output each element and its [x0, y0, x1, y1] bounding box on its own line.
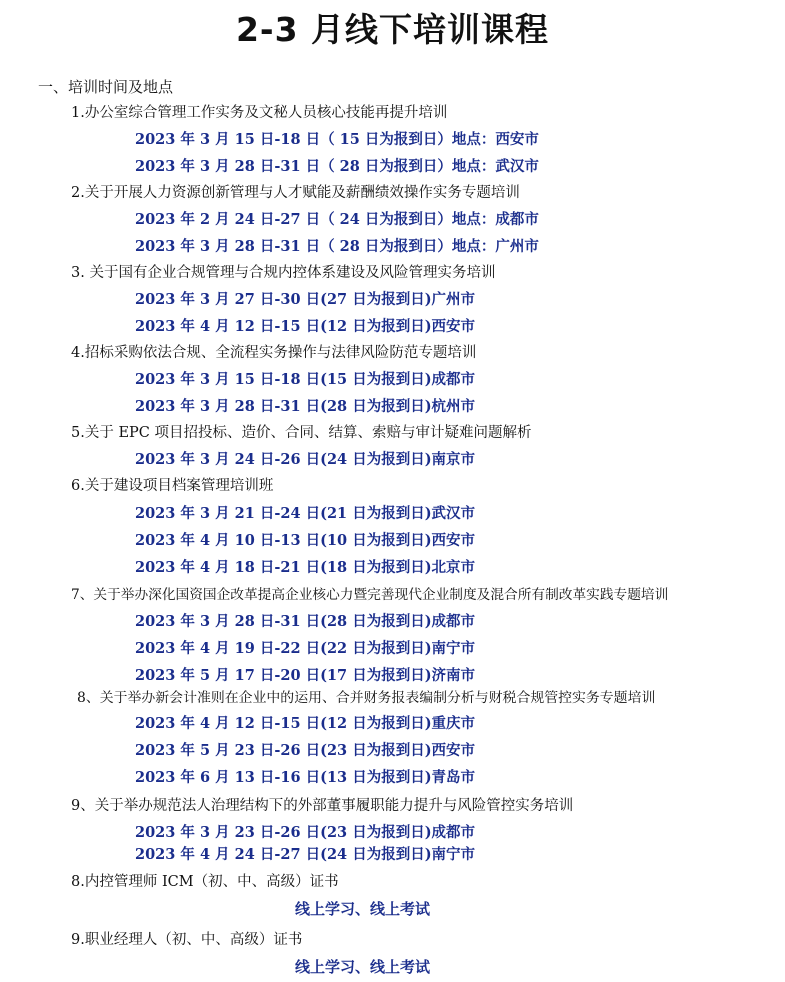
- course-title: 6.关于建设项目档案管理培训班: [71, 478, 274, 494]
- page-title: 2-3 月线下培训课程: [235, 10, 550, 49]
- certificate-mode: 线上学习、线上考试: [295, 958, 431, 976]
- session-line: 2023 年 5 月 23 日-26 日(23 日为报到日)西安市: [135, 742, 476, 759]
- session-line: 2023 年 3 月 15 日-18 日（ 15 日为报到日）地点：西安市: [135, 131, 539, 148]
- session-line: 2023 年 4 月 19 日-22 日(22 日为报到日)南宁市: [135, 640, 476, 657]
- session-line: 2023 年 3 月 21 日-24 日(21 日为报到日)武汉市: [135, 505, 476, 522]
- session-line: 2023 年 5 月 17 日-20 日(17 日为报到日)济南市: [135, 667, 476, 684]
- session-line: 2023 年 3 月 28 日-31 日(28 日为报到日)杭州市: [135, 398, 476, 415]
- session-line: 2023 年 4 月 12 日-15 日(12 日为报到日)西安市: [135, 318, 476, 335]
- certificate-title: 9.职业经理人（初、中、高级）证书: [71, 932, 303, 948]
- course-title: 7、关于举办深化国资国企改革提高企业核心力暨完善现代企业制度及混合所有制改革实践专题培训: [71, 587, 669, 603]
- session-line: 2023 年 3 月 23 日-26 日(23 日为报到日)成都市: [135, 824, 476, 841]
- section-heading: 一、培训时间及地点: [38, 78, 174, 96]
- course-title: 3. 关于国有企业合规管理与合规内控体系建设及风险管理实务培训: [71, 265, 496, 281]
- session-line: 2023 年 3 月 28 日-31 日（ 28 日为报到日）地点：广州市: [135, 238, 539, 255]
- course-title: 5.关于 EPC 项目招投标、造价、合同、结算、索赔与审计疑难问题解析: [71, 425, 532, 441]
- certificate-mode: 线上学习、线上考试: [295, 900, 431, 918]
- course-title: 2.关于开展人力资源创新管理与人才赋能及薪酬绩效操作实务专题培训: [71, 185, 520, 201]
- session-line: 2023 年 2 月 24 日-27 日（ 24 日为报到日）地点：成都市: [135, 211, 539, 228]
- session-line: 2023 年 3 月 15 日-18 日(15 日为报到日)成都市: [135, 371, 476, 388]
- course-title: 4.招标采购依法合规、全流程实务操作与法律风险防范专题培训: [71, 345, 477, 361]
- certificate-title: 8.内控管理师 ICM（初、中、高级）证书: [71, 874, 339, 890]
- session-line: 2023 年 3 月 28 日-31 日(28 日为报到日)成都市: [135, 613, 476, 630]
- course-title: 8、关于举办新会计准则在企业中的运用、合并财务报表编制分析与财税合规管控实务专题培训: [77, 690, 656, 706]
- session-line: 2023 年 4 月 10 日-13 日(10 日为报到日)西安市: [135, 532, 476, 549]
- course-title: 1.办公室综合管理工作实务及文秘人员核心技能再提升培训: [71, 105, 448, 121]
- course-title: 9、关于举办规范法人治理结构下的外部董事履职能力提升与风险管控实务培训: [71, 798, 574, 814]
- session-line: 2023 年 3 月 24 日-26 日(24 日为报到日)南京市: [135, 451, 476, 468]
- session-line: 2023 年 4 月 24 日-27 日(24 日为报到日)南宁市: [135, 846, 476, 863]
- session-line: 2023 年 6 月 13 日-16 日(13 日为报到日)青岛市: [135, 769, 476, 786]
- session-line: 2023 年 3 月 27 日-30 日(27 日为报到日)广州市: [135, 291, 476, 308]
- session-line: 2023 年 3 月 28 日-31 日（ 28 日为报到日）地点：武汉市: [135, 158, 539, 175]
- session-line: 2023 年 4 月 18 日-21 日(18 日为报到日)北京市: [135, 559, 476, 576]
- session-line: 2023 年 4 月 12 日-15 日(12 日为报到日)重庆市: [135, 715, 476, 732]
